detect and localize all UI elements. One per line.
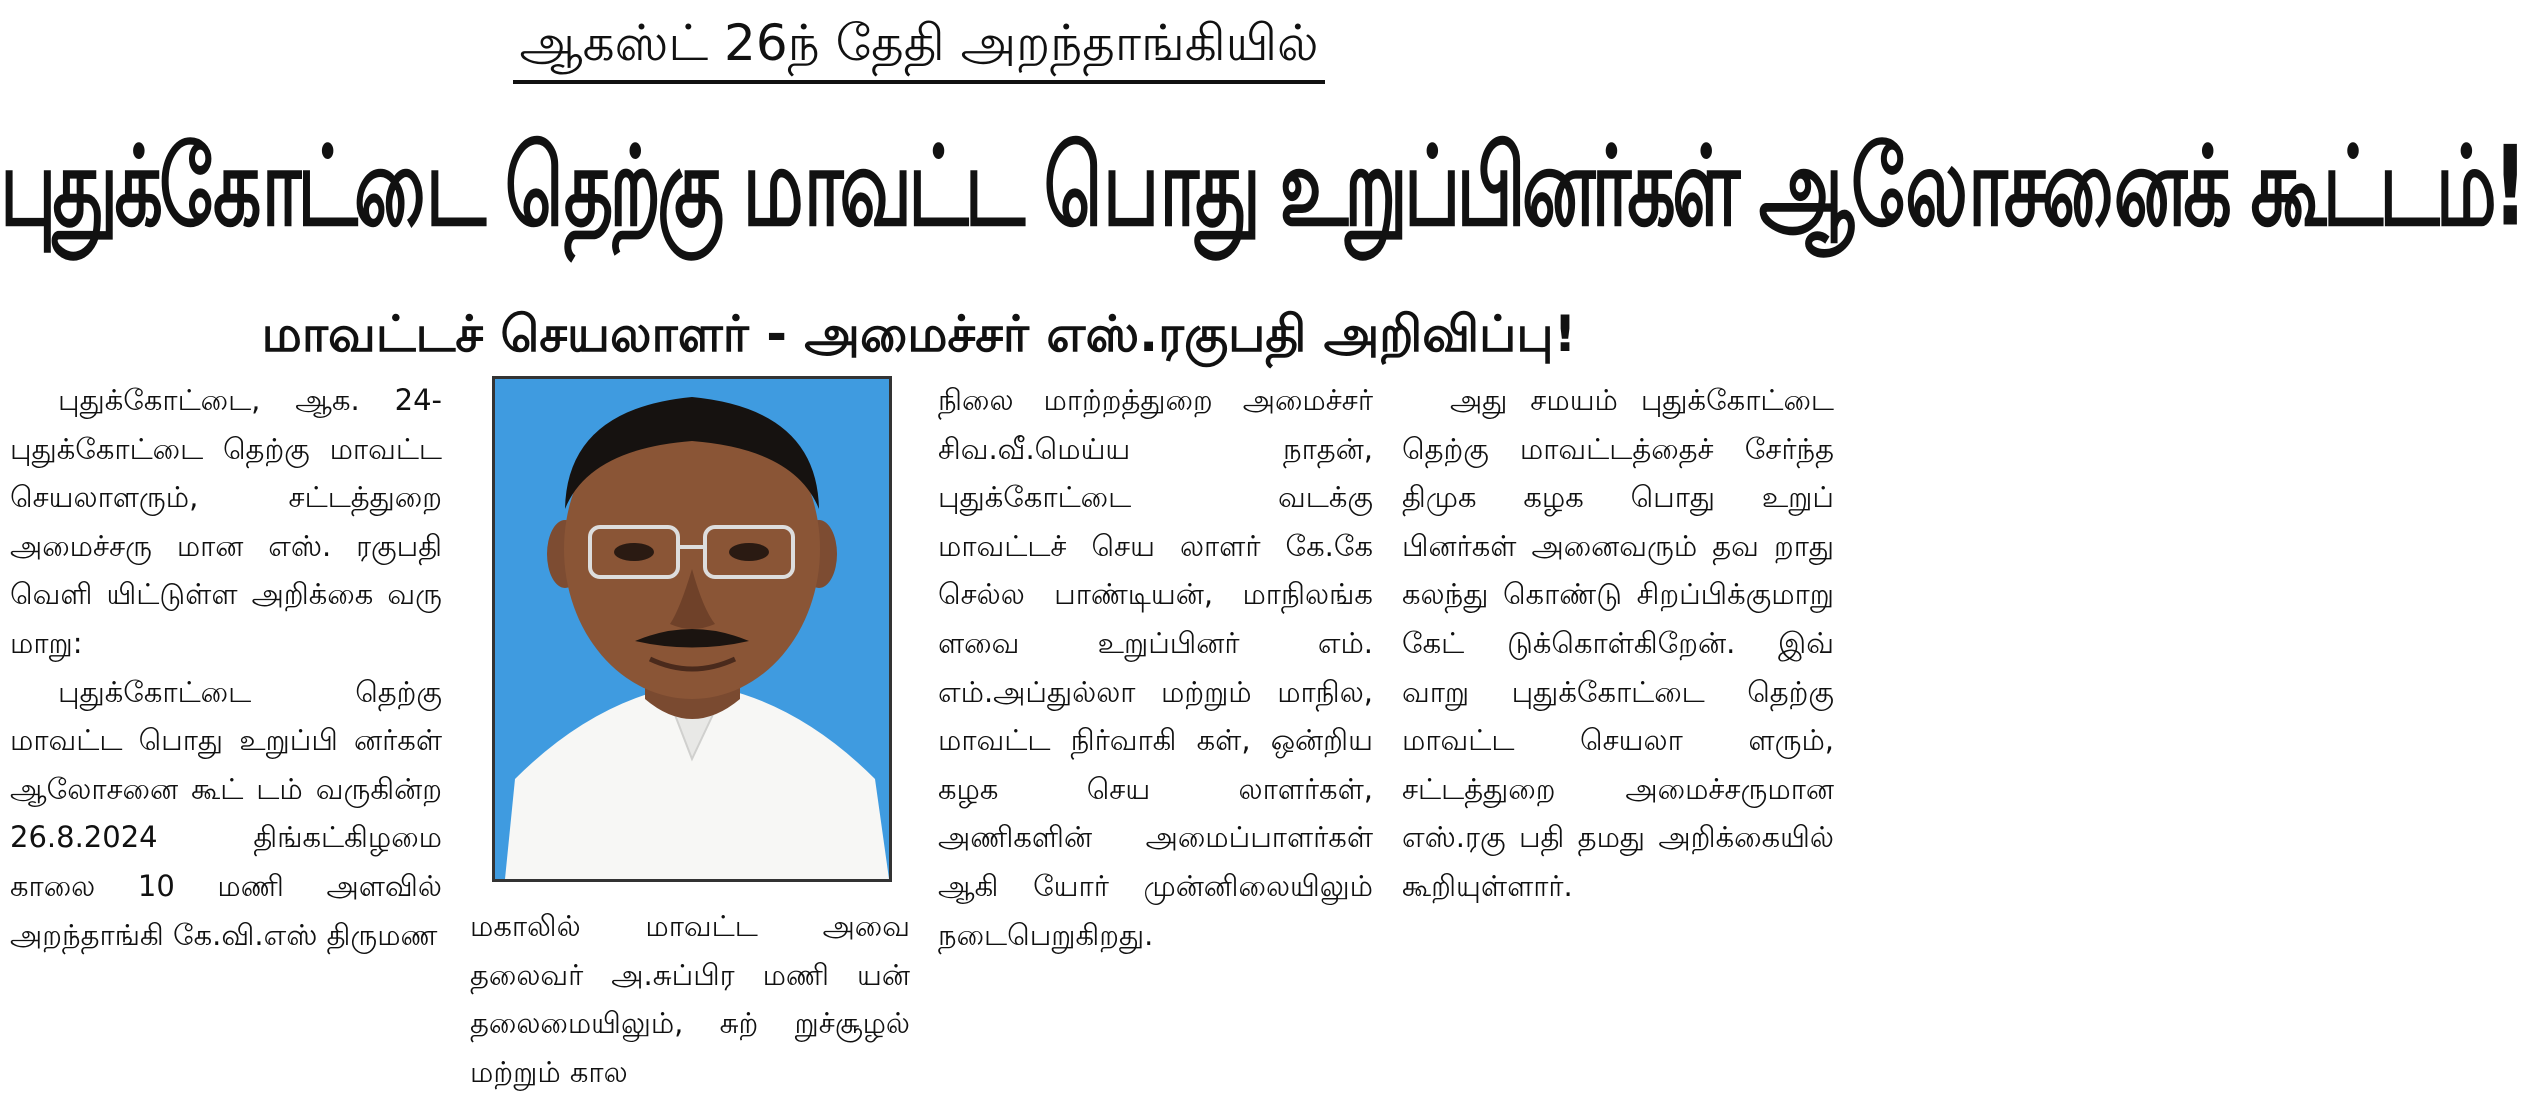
kicker-text: ஆகஸ்ட் 26ந் தேதி அறந்தாங்கியில் xyxy=(513,8,1324,84)
body-paragraph: புதுக்கோட்டை தெற்கு மாவட்ட பொது உறுப்பி னர்கள் ஆலோசனை கூட் டம் வருகின்ற 26.8.2024 திங்கட்கிழமை காலை 10 மணி அளவில் அறந்தாங்கி கே.வி.எஸ் திருமண xyxy=(10,674,442,952)
body-paragraph: புதுக்கோட்டை, ஆக. 24- புதுக்கோட்டை தெற்கு மாவட்ட செயலாளரும், சட்டத்துறை அமைச்சரு மான எஸ். ரகுபதி வெளி யிட்டுள்ள அறிக்கை வரு மாறு: xyxy=(10,383,442,660)
body-column-1 xyxy=(10,376,442,959)
article-headline: புதுக்கோட்டை தெற்கு மாவட்ட பொது உறுப்பினர்கள் ஆலோசனைக் கூட்டம்! xyxy=(0,121,2524,251)
body-paragraph: மகாலில் மாவட்ட அவை தலைவர் அ.சுப்பிர மணி யன் தலைமையிலும், சுற் றுச்சூழல் மற்றும் கால xyxy=(470,909,910,1089)
article-kicker xyxy=(0,8,1838,84)
body-paragraph: நிலை மாற்றத்துறை அமைச்சர் சிவ.வீ.மெய்ய நாதன், புதுக்கோட்டை வடக்கு மாவட்டச் செய லாளர் கே.கே செல்ல பாண்டியன், மாநிலங்க ளவை உறுப்பினர் எம். எம்.அப்துல்லா மற்றும் மாநில, மாவட்ட நிர்வாகி கள், ஒன்றிய கழக செய லாளர்கள், அணிகளின் அமைப்பாளர்கள் ஆகி யோர் முன்னிலையிலும் நடைபெறுகிறது. xyxy=(938,383,1373,952)
portrait-illustration xyxy=(495,379,889,879)
article-subheadline: மாவட்டச் செயலாளர் - அமைச்சர் எஸ்.ரகுபதி அறிவிப்பு! xyxy=(261,305,1577,363)
portrait-photo xyxy=(492,376,892,882)
body-column-3 xyxy=(938,376,1373,959)
body-paragraph: அது சமயம் புதுக்கோட்டை தெற்கு மாவட்டத்தைச் சேர்ந்த திமுக கழக பொது உறுப் பினர்கள் அனைவரும் தவ றாது கலந்து கொண்டு சிறப்பிக்குமாறு கேட் டுக்கொள்கிறேன். இவ் வாறு புதுக்கோட்டை தெற்கு மாவட்ட செயலா ளரும், சட்டத்துறை அமைச்சருமான எஸ்.ரகு பதி தமது அறிக்கையில் கூறியுள்ளார். xyxy=(1402,383,1834,903)
body-column-2 xyxy=(470,902,910,1096)
body-column-4 xyxy=(1402,376,1834,911)
